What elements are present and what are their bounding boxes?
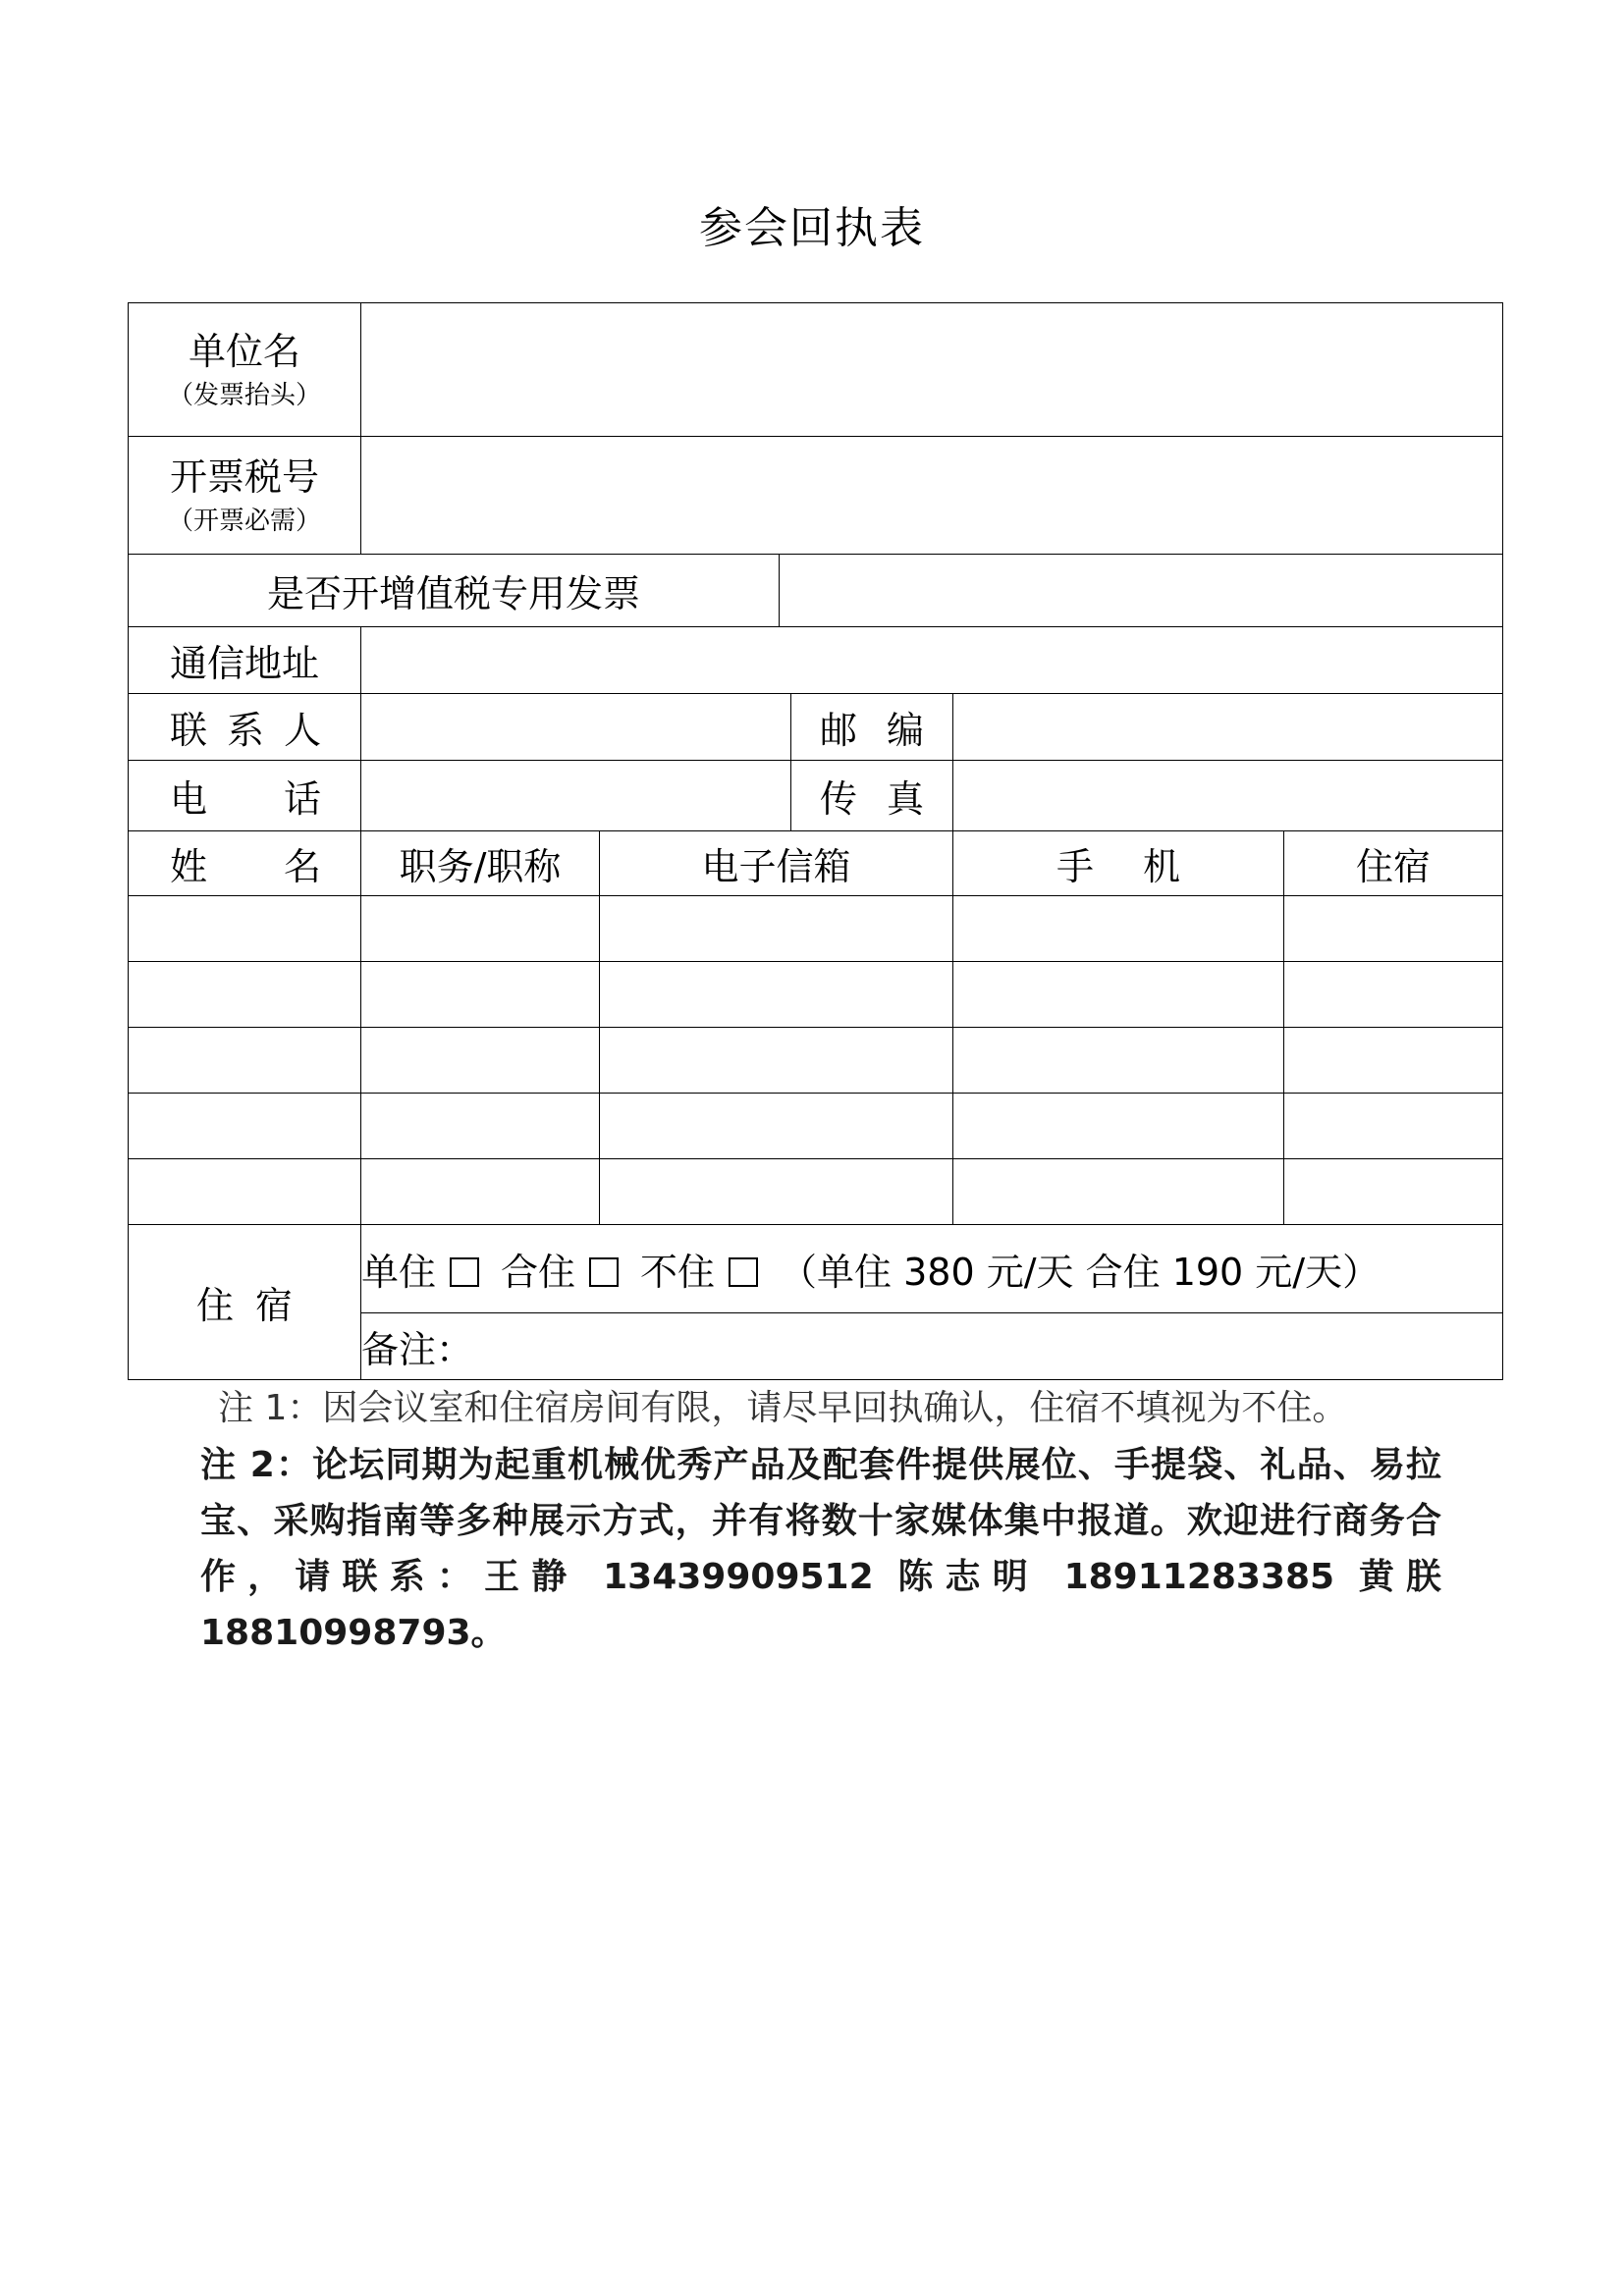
address-field[interactable] — [361, 627, 1503, 694]
no-lodging-checkbox[interactable] — [729, 1257, 758, 1287]
attendee-email-field[interactable] — [600, 962, 953, 1028]
attendee-email-field[interactable] — [600, 1028, 953, 1094]
registration-form-table — [128, 302, 1503, 1380]
attendee-name-field[interactable] — [129, 1159, 361, 1225]
unit-name-row — [129, 303, 1503, 437]
attendee-name-field[interactable] — [129, 896, 361, 962]
header-position: 职务/职称 — [361, 831, 600, 896]
attendee-position-field[interactable] — [361, 1159, 600, 1225]
unit-name-sublabel: （发票抬头） — [167, 380, 321, 410]
form-title: 参会回执表 — [699, 203, 925, 253]
lodging-price: （单住 380 元/天 合住 190 元/天） — [780, 1251, 1380, 1294]
header-name-char: 姓 — [170, 845, 208, 888]
remark-field[interactable] — [361, 1313, 1503, 1380]
vat-invoice-row — [129, 555, 1503, 627]
attendee-email-field[interactable] — [600, 1159, 953, 1225]
vat-invoice-field[interactable] — [780, 555, 1503, 627]
header-name-cell — [129, 831, 361, 896]
tax-id-sublabel: （开票必需） — [167, 506, 321, 536]
attendee-name-field[interactable] — [129, 1094, 361, 1159]
address-row — [129, 627, 1503, 694]
header-email: 电子信箱 — [600, 831, 953, 896]
attendee-lodging-field[interactable] — [1284, 1028, 1503, 1094]
contact-row — [129, 694, 1503, 761]
vat-invoice-label: 是否开增值税专用发票 — [129, 555, 780, 627]
tax-id-row — [129, 437, 1503, 555]
fax-field[interactable] — [953, 761, 1503, 831]
lodging-label-char: 住 — [195, 1284, 234, 1327]
postcode-label-cell — [791, 694, 953, 761]
phone-field[interactable] — [361, 761, 791, 831]
attendee-position-field[interactable] — [361, 896, 600, 962]
note-1: 注 1：因会议室和住宿房间有限，请尽早回执确认，住宿不填视为不住。 — [218, 1388, 1348, 1428]
contact-label-char: 联 — [170, 709, 208, 752]
attendee-lodging-field[interactable] — [1284, 1159, 1503, 1225]
fax-label-char: 真 — [887, 777, 925, 821]
attendee-email-field[interactable] — [600, 1094, 953, 1159]
attendee-lodging-field[interactable] — [1284, 896, 1503, 962]
attendee-email-field[interactable] — [600, 896, 953, 962]
phone-label-char: 电 — [170, 777, 208, 821]
attendee-position-field[interactable] — [361, 962, 600, 1028]
lodging-options-cell — [361, 1225, 1503, 1313]
attendee-header-row — [129, 831, 1503, 896]
address-label: 通信地址 — [129, 627, 361, 694]
attendee-mobile-field[interactable] — [953, 1028, 1284, 1094]
shared-room-label: 合住 — [501, 1251, 576, 1294]
attendee-lodging-field[interactable] — [1284, 1094, 1503, 1159]
attendee-mobile-field[interactable] — [953, 962, 1284, 1028]
unit-name-label: 单位名 — [188, 329, 300, 373]
attendee-name-field[interactable] — [129, 1028, 361, 1094]
phone-label-cell — [129, 761, 361, 831]
remark-label: 备注： — [361, 1328, 474, 1371]
lodging-label-cell — [129, 1225, 361, 1380]
attendee-mobile-field[interactable] — [953, 1159, 1284, 1225]
contact-label-char: 人 — [283, 709, 321, 752]
postcode-label-char: 编 — [887, 709, 925, 752]
single-room-label: 单住 — [361, 1251, 437, 1294]
tax-id-label: 开票税号 — [169, 454, 319, 499]
contact-label-cell — [129, 694, 361, 761]
contact-field[interactable] — [361, 694, 791, 761]
no-lodging-label: 不住 — [640, 1251, 716, 1294]
attendee-position-field[interactable] — [361, 1094, 600, 1159]
header-mobile-char: 手 — [1056, 845, 1094, 888]
header-mobile-cell — [953, 831, 1284, 896]
single-room-checkbox[interactable] — [450, 1257, 479, 1287]
attendee-lodging-field[interactable] — [1284, 962, 1503, 1028]
shared-room-checkbox[interactable] — [589, 1257, 619, 1287]
header-lodging: 住宿 — [1284, 831, 1503, 896]
attendee-row — [129, 1159, 1503, 1225]
lodging-label-char: 宿 — [255, 1284, 294, 1327]
contact-label-char: 系 — [226, 709, 264, 752]
attendee-mobile-field[interactable] — [953, 896, 1284, 962]
fax-label-char: 传 — [819, 777, 857, 821]
header-mobile-char: 机 — [1143, 845, 1181, 888]
postcode-label-char: 邮 — [819, 709, 857, 752]
attendee-row — [129, 962, 1503, 1028]
attendee-row — [129, 896, 1503, 962]
unit-name-label-cell — [129, 303, 361, 437]
header-name-char: 名 — [283, 845, 321, 888]
unit-name-field[interactable] — [361, 303, 1503, 437]
tax-id-label-cell — [129, 437, 361, 555]
attendee-position-field[interactable] — [361, 1028, 600, 1094]
phone-row — [129, 761, 1503, 831]
postcode-field[interactable] — [953, 694, 1503, 761]
note-2: 注 2：论坛同期为起重机械优秀产品及配套件提供展位、手提袋、礼品、易拉宝、采购指南等多种展示方式，并有将数十家媒体集中报道。欢迎进行商务合作，请联系：王静 13439909512 陈志明 18911283385 黄朕 18810998793。 — [200, 1445, 1441, 1653]
tax-id-field[interactable] — [361, 437, 1503, 555]
phone-label-char: 话 — [283, 777, 321, 821]
attendee-name-field[interactable] — [129, 962, 361, 1028]
attendee-mobile-field[interactable] — [953, 1094, 1284, 1159]
fax-label-cell — [791, 761, 953, 831]
attendee-row — [129, 1094, 1503, 1159]
attendee-row — [129, 1028, 1503, 1094]
lodging-options-row — [129, 1225, 1503, 1313]
